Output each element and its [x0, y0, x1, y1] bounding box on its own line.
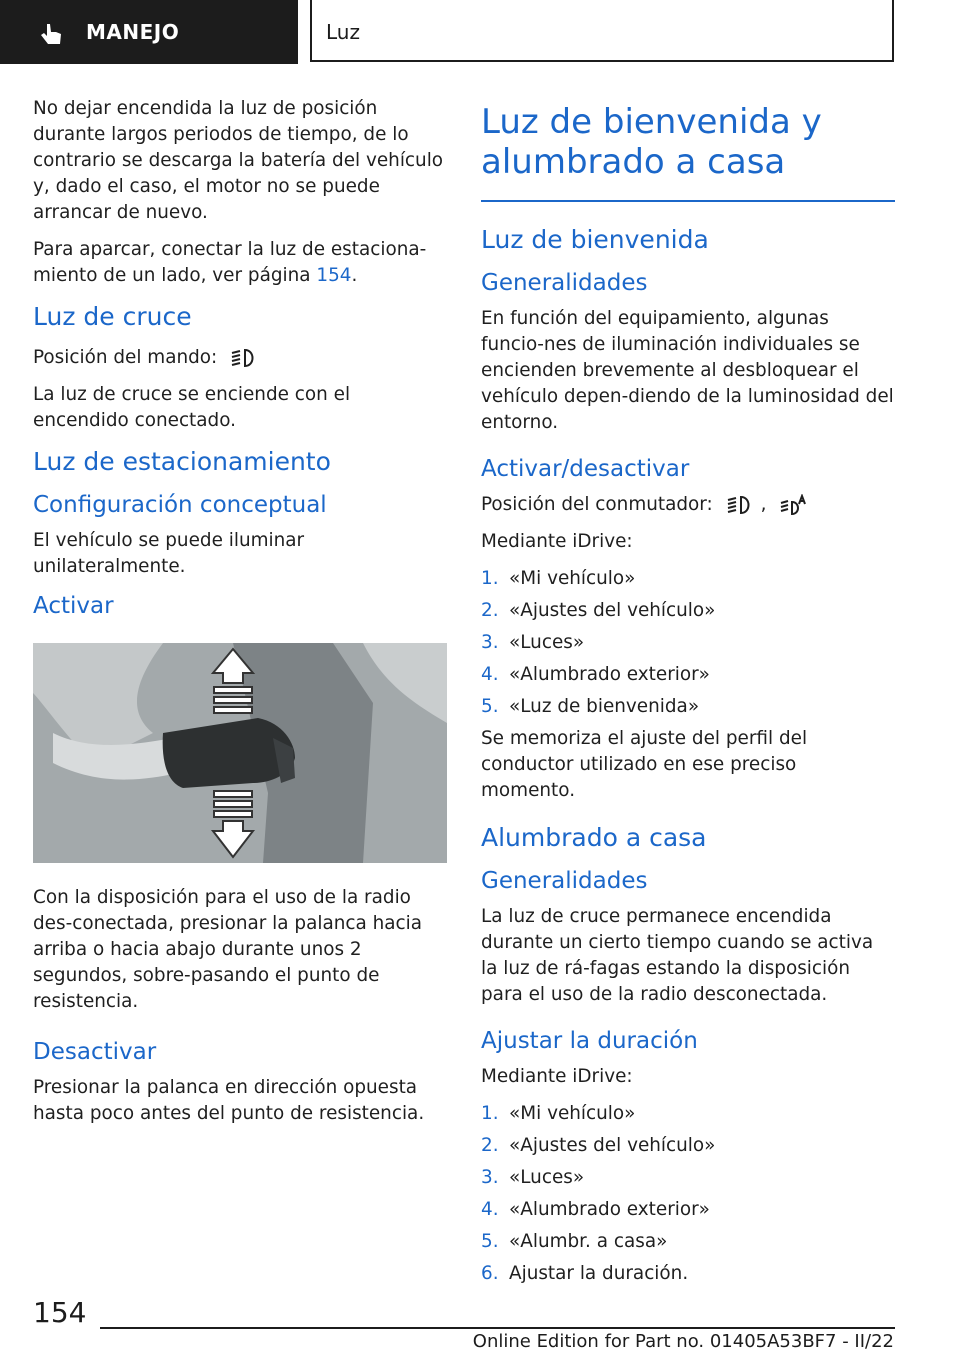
list-text: Ajustar la duración. — [509, 1262, 689, 1284]
list-text: «Ajustes del vehículo» — [509, 599, 716, 621]
paragraph: Mediante iDrive: — [481, 530, 633, 552]
list-item — [481, 1133, 895, 1159]
list-number: 5. — [481, 695, 499, 717]
heading-configuracion: Configuración conceptual — [33, 492, 327, 518]
list-text: «Alumbr. a casa» — [509, 1230, 668, 1252]
heading-alumbrado-a-casa: Alumbrado a casa — [481, 822, 707, 852]
heading-luz-de-bienvenida: Luz de bienvenida — [481, 224, 709, 254]
list-item — [481, 1229, 895, 1255]
topic-tab — [310, 0, 894, 62]
paragraph — [33, 345, 447, 371]
list-text: «Alumbrado exterior» — [509, 1198, 710, 1220]
topic-title: Luz — [326, 20, 360, 44]
list-text: «Luces» — [509, 1166, 585, 1188]
paragraph: Con la disposición para el uso de la radio des‐conectada, presionar la palanca hacia arriba o hacia abajo durante unos 2 segundos, sobre‐pasando el punto de resistencia. — [33, 887, 423, 1012]
paragraph — [481, 492, 895, 518]
list-item — [481, 662, 895, 688]
heading-luz-de-estacionamiento: Luz de estacionamiento — [33, 447, 331, 476]
list-text: «Mi vehículo» — [509, 567, 636, 589]
paragraph-text: Para aparcar, conectar la luz de estaciona‐miento de un lado, ver página — [33, 239, 427, 286]
list-number: 1. — [481, 567, 499, 589]
paragraph: La luz de cruce permanece encendida durante un cierto tiempo cuando se activa la luz de rá‐fagas estando la disposición para el uso de la radio desconectada. — [481, 905, 874, 1005]
paragraph — [33, 237, 447, 289]
list-number: 4. — [481, 663, 499, 685]
divider — [481, 200, 895, 202]
heading-generalidades: Generalidades — [481, 867, 648, 894]
list-text: «Mi vehículo» — [509, 1102, 636, 1124]
heading-activar-desactivar: Activar/desactivar — [481, 455, 690, 482]
steps-list-bienvenida — [481, 566, 895, 720]
page-link[interactable]: 154 — [316, 265, 352, 286]
hand-pointer-icon — [38, 22, 64, 48]
list-item — [481, 630, 895, 656]
paragraph: Se memoriza el ajuste del perfil del conductor utilizado en ese preciso momento. — [481, 727, 808, 801]
list-text: «Ajustes del vehículo» — [509, 1134, 716, 1156]
list-text: «Luces» — [509, 631, 585, 653]
list-item — [481, 1165, 895, 1191]
paragraph-text: Posición del conmutador: — [481, 493, 713, 515]
section-tab — [0, 0, 298, 64]
left-column — [33, 96, 447, 1138]
paragraph: Presionar la palanca en dirección opuesta hasta poco antes del punto de resistencia. — [33, 1077, 425, 1124]
list-item — [481, 598, 895, 624]
paragraph: En función del equipamiento, algunas funcio‐nes de iluminación individuales se encienden brevemente al desbloquear el vehículo depen‐diendo de la luminosidad del entorno. — [481, 307, 894, 433]
right-column — [481, 96, 895, 1293]
lever-illustration — [33, 643, 447, 863]
section-title: MANEJO — [86, 20, 180, 44]
list-item — [481, 1101, 895, 1127]
list-text: «Alumbrado exterior» — [509, 663, 710, 685]
separator: , — [760, 493, 767, 515]
list-number: 3. — [481, 1166, 499, 1188]
paragraph-text: . — [351, 265, 358, 286]
low-beam-icon — [725, 494, 755, 516]
footer-divider — [100, 1327, 895, 1329]
paragraph-text: Posición del mando: — [33, 347, 218, 368]
paragraph: No dejar encendida la luz de posición durante largos periodos de tiempo, de lo contrario se descarga la batería del vehículo y, dado el caso, el motor no se puede arrancar de nuevo. — [33, 98, 444, 223]
list-number: 6. — [481, 1262, 499, 1284]
list-number: 2. — [481, 1134, 499, 1156]
list-number: 5. — [481, 1230, 499, 1252]
list-text: «Luz de bienvenida» — [509, 695, 700, 717]
heading-generalidades: Generalidades — [481, 269, 648, 296]
list-item — [481, 1197, 895, 1223]
auto-light-icon — [778, 494, 808, 516]
heading-luz-de-cruce: Luz de cruce — [33, 302, 192, 331]
heading-desactivar: Desactivar — [33, 1039, 157, 1065]
list-number: 2. — [481, 599, 499, 621]
list-number: 1. — [481, 1102, 499, 1124]
steps-list-alumbrado — [481, 1101, 895, 1287]
list-number: 3. — [481, 631, 499, 653]
edition-text: Online Edition for Part no. 01405A53BF7 - II/22 — [472, 1331, 894, 1352]
list-item — [481, 1261, 895, 1287]
list-item — [481, 566, 895, 592]
list-item — [481, 694, 895, 720]
paragraph: El vehículo se puede iluminar unilateralmente. — [33, 530, 305, 577]
list-number: 4. — [481, 1198, 499, 1220]
page-number: 154 — [33, 1296, 87, 1329]
heading-main: Luz de bienvenida y alumbrado a casa — [481, 102, 822, 182]
low-beam-icon — [229, 347, 259, 369]
heading-activar: Activar — [33, 593, 114, 619]
paragraph: Mediante iDrive: — [481, 1065, 633, 1087]
heading-ajustar-duracion: Ajustar la duración — [481, 1027, 698, 1054]
paragraph: La luz de cruce se enciende con el encendido conectado. — [33, 384, 351, 431]
